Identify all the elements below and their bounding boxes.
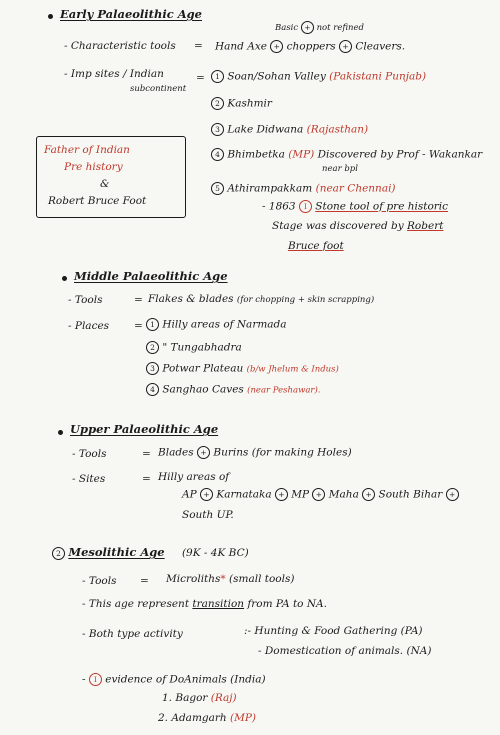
upper-sites-eq: = bbox=[142, 473, 151, 485]
upper-sites-line3: South UP. bbox=[182, 509, 234, 521]
middle-places-label: - Places bbox=[68, 320, 110, 332]
upper-tools-label: - Tools bbox=[72, 448, 107, 460]
meso-line-4: - I evidence of DoAnimals (India) bbox=[82, 673, 266, 686]
bullet-dot bbox=[62, 276, 67, 281]
middle-tools-label: - Tools bbox=[68, 294, 103, 306]
middle-tools-eq: = bbox=[134, 294, 143, 306]
box-line-2: Pre history bbox=[64, 161, 123, 173]
upper-tools-value: Blades + Burins (for making Holes) bbox=[158, 446, 352, 459]
middle-places-eq: = bbox=[134, 320, 143, 332]
tools-line: - Characteristic tools bbox=[64, 40, 176, 52]
meso-tools-value: Microliths* (small tools) bbox=[166, 573, 295, 585]
site-5-line3: Stage was discovered by Robert bbox=[272, 220, 444, 232]
place-4: 4 Sanghao Caves (near Peshawar). bbox=[146, 383, 321, 398]
site-2: 2 Kashmir bbox=[211, 97, 272, 111]
sites-label-2: subcontinent bbox=[130, 84, 187, 94]
upper-sites-line1: Hilly areas of bbox=[158, 471, 230, 483]
evidence-2: 2. Adamgarh (MP) bbox=[158, 712, 257, 724]
sites-label: - Imp sites / Indian bbox=[64, 68, 164, 80]
site-5-line4: Bruce foot bbox=[288, 240, 344, 252]
place-3: 3 Potwar Plateau (b/w Jhelum & Indus) bbox=[146, 362, 339, 377]
evidence-1: 1. Bagor (Raj) bbox=[162, 692, 237, 704]
heading-mesolithic: 2 Mesolithic Age (9K - 4K BC) bbox=[52, 546, 249, 560]
site-5: 5 Athirampakkam (near Chennai) bbox=[211, 182, 396, 196]
site-3: 3 Lake Didwana (Rajasthan) bbox=[211, 123, 368, 137]
tools-values: Hand Axe + choppers + Cleavers. bbox=[215, 40, 406, 53]
box-line-3: Robert Bruce Foot bbox=[48, 195, 147, 207]
upper-tools-eq: = bbox=[142, 448, 151, 460]
heading-middle-palaeolithic: Middle Palaeolithic Age bbox=[74, 269, 228, 283]
bullet-dot bbox=[58, 430, 63, 435]
site-4-near: near bpl bbox=[322, 164, 358, 174]
meso-tools-eq: = bbox=[140, 575, 149, 587]
meso-line-2: - This age represent transition from PA to NA. bbox=[82, 598, 327, 610]
bullet-dot bbox=[48, 14, 53, 19]
note-basic: Basic + not refined bbox=[275, 23, 364, 33]
place-2: 2 " Tungabhadra bbox=[146, 341, 242, 355]
site-1: 1 Soan/Sohan Valley (Pakistani Punjab) bbox=[211, 70, 426, 84]
sites-eq: = bbox=[196, 72, 205, 84]
box-line-1: Father of Indian bbox=[44, 144, 130, 156]
site-4: 4 Bhimbetka (MP) Discovered by Prof - Wakankar bbox=[211, 148, 482, 162]
place-1: 1 Hilly areas of Narmada bbox=[146, 318, 287, 332]
meso-line-3: - Both type activity bbox=[82, 628, 183, 640]
meso-line-3b: :- Hunting & Food Gathering (PA) bbox=[244, 625, 423, 637]
heading-early-palaeolithic: Early Palaeolithic Age bbox=[60, 7, 202, 21]
heading-upper-palaeolithic: Upper Palaeolithic Age bbox=[70, 422, 219, 436]
upper-sites-line2: AP + Karnataka + MP + Maha + South Bihar + bbox=[182, 488, 459, 502]
middle-tools-value: Flakes & blades (for chopping + skin scrapping) bbox=[148, 293, 375, 305]
upper-sites-label: - Sites bbox=[72, 473, 106, 485]
site-5-line2: - 1863 I Stone tool of pre historic bbox=[262, 200, 449, 213]
box-amp: & bbox=[100, 178, 110, 190]
meso-tools-label: - Tools bbox=[82, 575, 117, 587]
meso-line-3c: - Domestication of animals. (NA) bbox=[258, 645, 432, 657]
tools-eq: = bbox=[194, 40, 203, 52]
